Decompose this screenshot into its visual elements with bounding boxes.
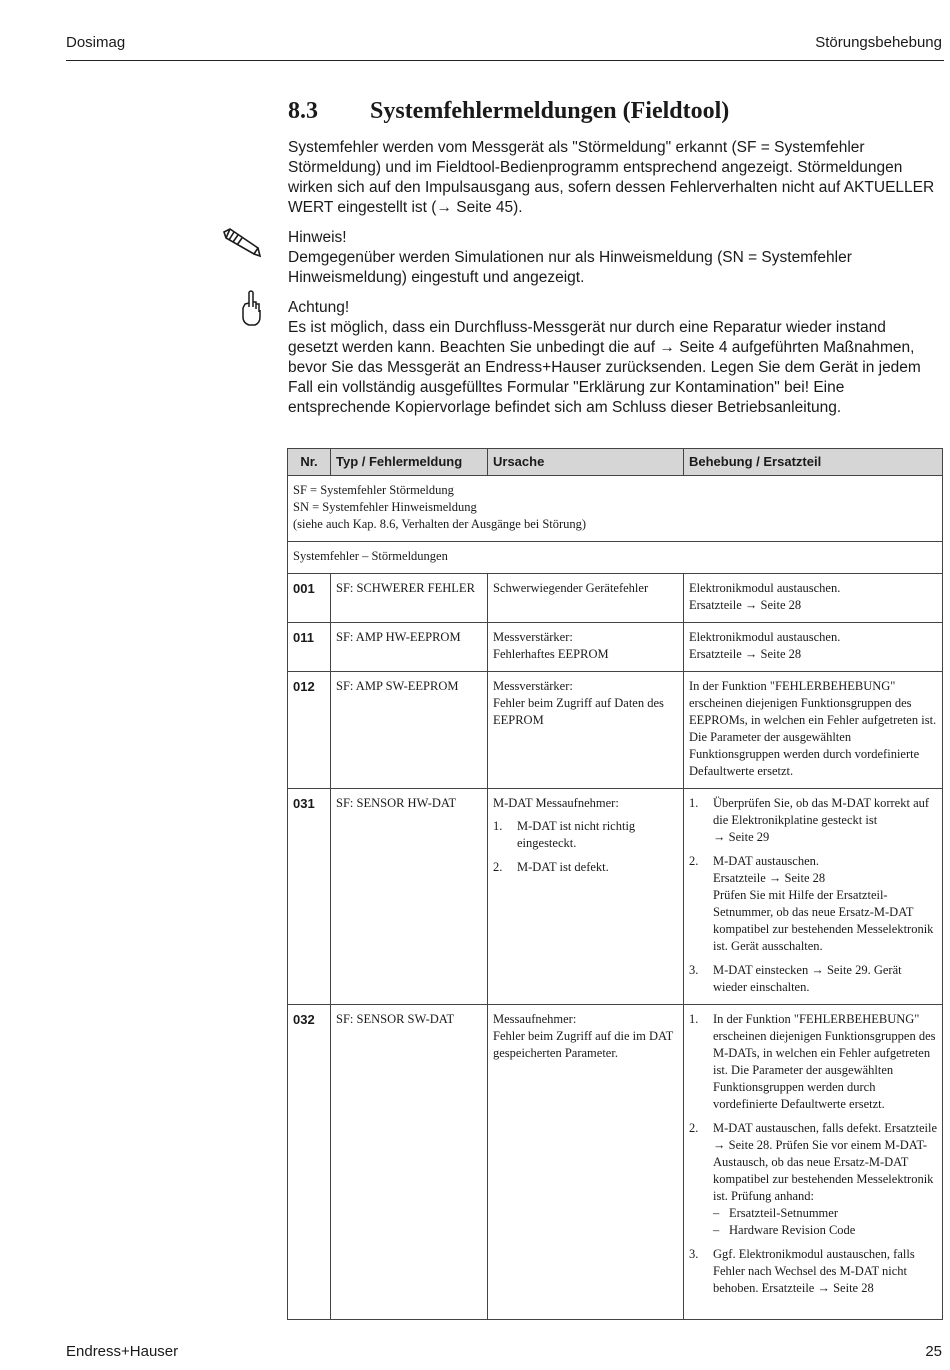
list-item	[689, 795, 937, 846]
col-header-cause: Ursache	[488, 449, 684, 476]
error-number: 001	[288, 574, 331, 623]
error-fix	[684, 672, 943, 789]
caution-block	[288, 298, 940, 418]
cause-line: Fehler beim Zugriff auf die im DAT gespeicherten Parameter.	[493, 1029, 674, 1060]
intro-paragraph: Systemfehler werden vom Messgerät als "Störmeldung" erkannt (SF = Systemfehler Störmeldung) und im Fieldtool-Bedienprogramm entsprechend angezeigt. Störmeldungen wirken sich auf den Impulsausgang aus, sofern dessen Fehlerverhalten nicht auf AKTUELLER WERT eingestellt ist (→ Seite 45).	[288, 139, 935, 216]
step-text: M-DAT einstecken → Seite 29. Gerät wieder einschalten.	[713, 963, 902, 994]
list-item	[689, 962, 937, 996]
step-number: 2.	[689, 854, 699, 868]
error-fix	[684, 623, 943, 672]
error-cause	[488, 672, 684, 789]
page-number: 25	[925, 1343, 942, 1360]
step-number: 1.	[493, 819, 503, 833]
table-row	[288, 672, 943, 789]
step-number: 1.	[689, 1012, 699, 1026]
cause-line: Messverstärker:	[493, 630, 573, 644]
fix-line: Ersatzteile → Seite 28	[689, 647, 802, 661]
fix-line: Die Parameter der ausgewählten Funktionsgruppen werden durch vordefinierte Defaultwerte ersetzt.	[689, 730, 920, 778]
dash-item: – Hardware Revision Code	[713, 1222, 937, 1239]
table-row	[288, 789, 943, 1005]
error-number: 012	[288, 672, 331, 789]
step-text: → Seite 29	[713, 830, 770, 844]
fix-line: In der Funktion "FEHLERBEHEBUNG" erscheinen diejenigen Funktionsgruppen des EEPROMs, in welchen ein Fehler aufgetreten ist.	[689, 679, 937, 727]
step-number: 2.	[493, 860, 503, 874]
system-error-table	[287, 448, 943, 1320]
list-item	[493, 859, 678, 876]
error-cause	[488, 574, 684, 623]
list-item	[689, 853, 937, 955]
step-text: M-DAT austauschen, falls defekt. Ersatzteile → Seite 28. Prüfen Sie vor einem M-DAT-Austausch, ob das neue Ersatz-M-DAT kompatibel zur bestehenden Messelektronik ist. Prüfung anhand:	[713, 1121, 937, 1203]
fix-line: Elektronikmodul austauschen.	[689, 581, 841, 595]
table-row	[288, 574, 943, 623]
list-item	[689, 1120, 937, 1239]
table-header-row	[288, 449, 943, 476]
step-text: M-DAT ist nicht richtig eingesteckt.	[517, 819, 636, 850]
step-text: M-DAT austauschen.	[713, 854, 819, 868]
col-header-fix: Behebung / Ersatzteil	[684, 449, 943, 476]
section-number: 8.3	[288, 98, 318, 124]
legend-cell	[288, 476, 943, 542]
cause-steps	[493, 818, 678, 876]
step-text: In der Funktion "FEHLERBEHEBUNG" erscheinen diejenigen Funktionsgruppen des M-DATs, in welchen ein Fehler aufgetreten ist. Die Parameter der ausgewählten Funktionsgruppen werden durch vordefinierte Defaultwerte ersetzt.	[713, 1012, 936, 1111]
pointing-hand-icon	[240, 290, 262, 328]
legend-line: (siehe auch Kap. 8.6, Verhalten der Ausgänge bei Störung)	[293, 517, 587, 531]
table-row	[288, 623, 943, 672]
group-label: Systemfehler – Störmeldungen	[288, 542, 943, 574]
note-heading: Hinweis!	[288, 229, 347, 246]
step-text: Überprüfen Sie, ob das M-DAT korrekt auf die Elektronikplatine gesteckt ist	[713, 796, 930, 827]
caution-text: Es ist möglich, dass ein Durchfluss-Messgerät nur durch eine Reparatur wieder instand gesetzt werden kann. Beachten Sie unbedingt die auf → Seite 4 aufgeführten Maßnahmen, bevor Sie das Messgerät an Endress+Hauser zurücksenden. Legen Sie dem Gerät in jedem Fall ein vollständig ausgefülltes Formular "Erklärung zur Kontamination" bei! Eine entsprechende Kopiervorlage befindet sich am Schluss dieser Betriebsanleitung.	[288, 319, 921, 416]
header-chapter: Störungsbehebung	[815, 34, 942, 51]
col-header-type: Typ / Fehlermeldung	[331, 449, 488, 476]
dash-item: – Ersatzteil-Setnummer	[713, 1205, 937, 1222]
section-heading	[288, 98, 729, 125]
legend-line: SN = Systemfehler Hinweismeldung	[293, 500, 477, 514]
fix-line: Ersatzteile → Seite 28	[689, 598, 802, 612]
list-item	[689, 1246, 937, 1297]
cause-line: Fehlerhaftes EEPROM	[493, 647, 609, 661]
col-header-nr: Nr.	[288, 449, 331, 476]
legend-row	[288, 476, 943, 542]
step-number: 1.	[689, 796, 699, 810]
step-text: Prüfen Sie mit Hilfe der Ersatzteil-Setnummer, ob das neue Ersatz-M-DAT kompatibel zur bestehenden Messelektronik ist. Gerät ausschalten.	[713, 888, 934, 953]
cause-line: Fehler beim Zugriff auf Daten des EEPROM	[493, 696, 664, 727]
error-type: SF: SENSOR HW-DAT	[331, 789, 488, 1005]
step-text: Ersatzteile → Seite 28	[713, 871, 826, 885]
fix-steps	[689, 795, 937, 996]
fix-steps	[689, 1011, 937, 1297]
legend-line: SF = Systemfehler Störmeldung	[293, 483, 454, 497]
step-text: Ggf. Elektronikmodul austauschen, falls Fehler nach Wechsel des M-DAT nicht behoben. Ersatzteile → Seite 28	[713, 1247, 915, 1295]
error-fix	[684, 1005, 943, 1320]
group-row	[288, 542, 943, 574]
error-fix	[684, 574, 943, 623]
header-brand: Dosimag	[66, 34, 126, 51]
footer-brand: Endress+Hauser	[66, 1343, 179, 1360]
table-row	[288, 1005, 943, 1320]
error-type: SF: SENSOR SW-DAT	[331, 1005, 488, 1320]
note-block	[288, 228, 940, 288]
header-divider	[66, 60, 944, 61]
list-item	[493, 818, 678, 852]
error-cause	[488, 789, 684, 1005]
pencil-icon	[222, 228, 262, 258]
fix-line: Elektronikmodul austauschen.	[689, 630, 841, 644]
error-number: 032	[288, 1005, 331, 1320]
error-type: SF: AMP HW-EEPROM	[331, 623, 488, 672]
error-number: 011	[288, 623, 331, 672]
step-number: 3.	[689, 1247, 699, 1261]
error-cause	[488, 1005, 684, 1320]
error-type: SF: AMP SW-EEPROM	[331, 672, 488, 789]
section-title: Systemfehlermeldungen (Fieldtool)	[370, 98, 730, 124]
cause-line: M-DAT Messaufnehmer:	[493, 796, 619, 810]
list-item	[689, 1011, 937, 1113]
cause-line: Schwerwiegender Gerätefehler	[493, 581, 649, 595]
error-number: 031	[288, 789, 331, 1005]
step-number: 3.	[689, 963, 699, 977]
note-text: Demgegenüber werden Simulationen nur als Hinweismeldung (SN = Systemfehler Hinweismeldung) eingestuft und angezeigt.	[288, 249, 852, 286]
step-number: 2.	[689, 1121, 699, 1135]
cause-line: Messverstärker:	[493, 679, 573, 693]
caution-heading: Achtung!	[288, 299, 350, 316]
error-type: SF: SCHWERER FEHLER	[331, 574, 488, 623]
step-text: M-DAT ist defekt.	[517, 860, 609, 874]
error-fix	[684, 789, 943, 1005]
error-cause	[488, 623, 684, 672]
cause-line: Messaufnehmer:	[493, 1012, 577, 1026]
